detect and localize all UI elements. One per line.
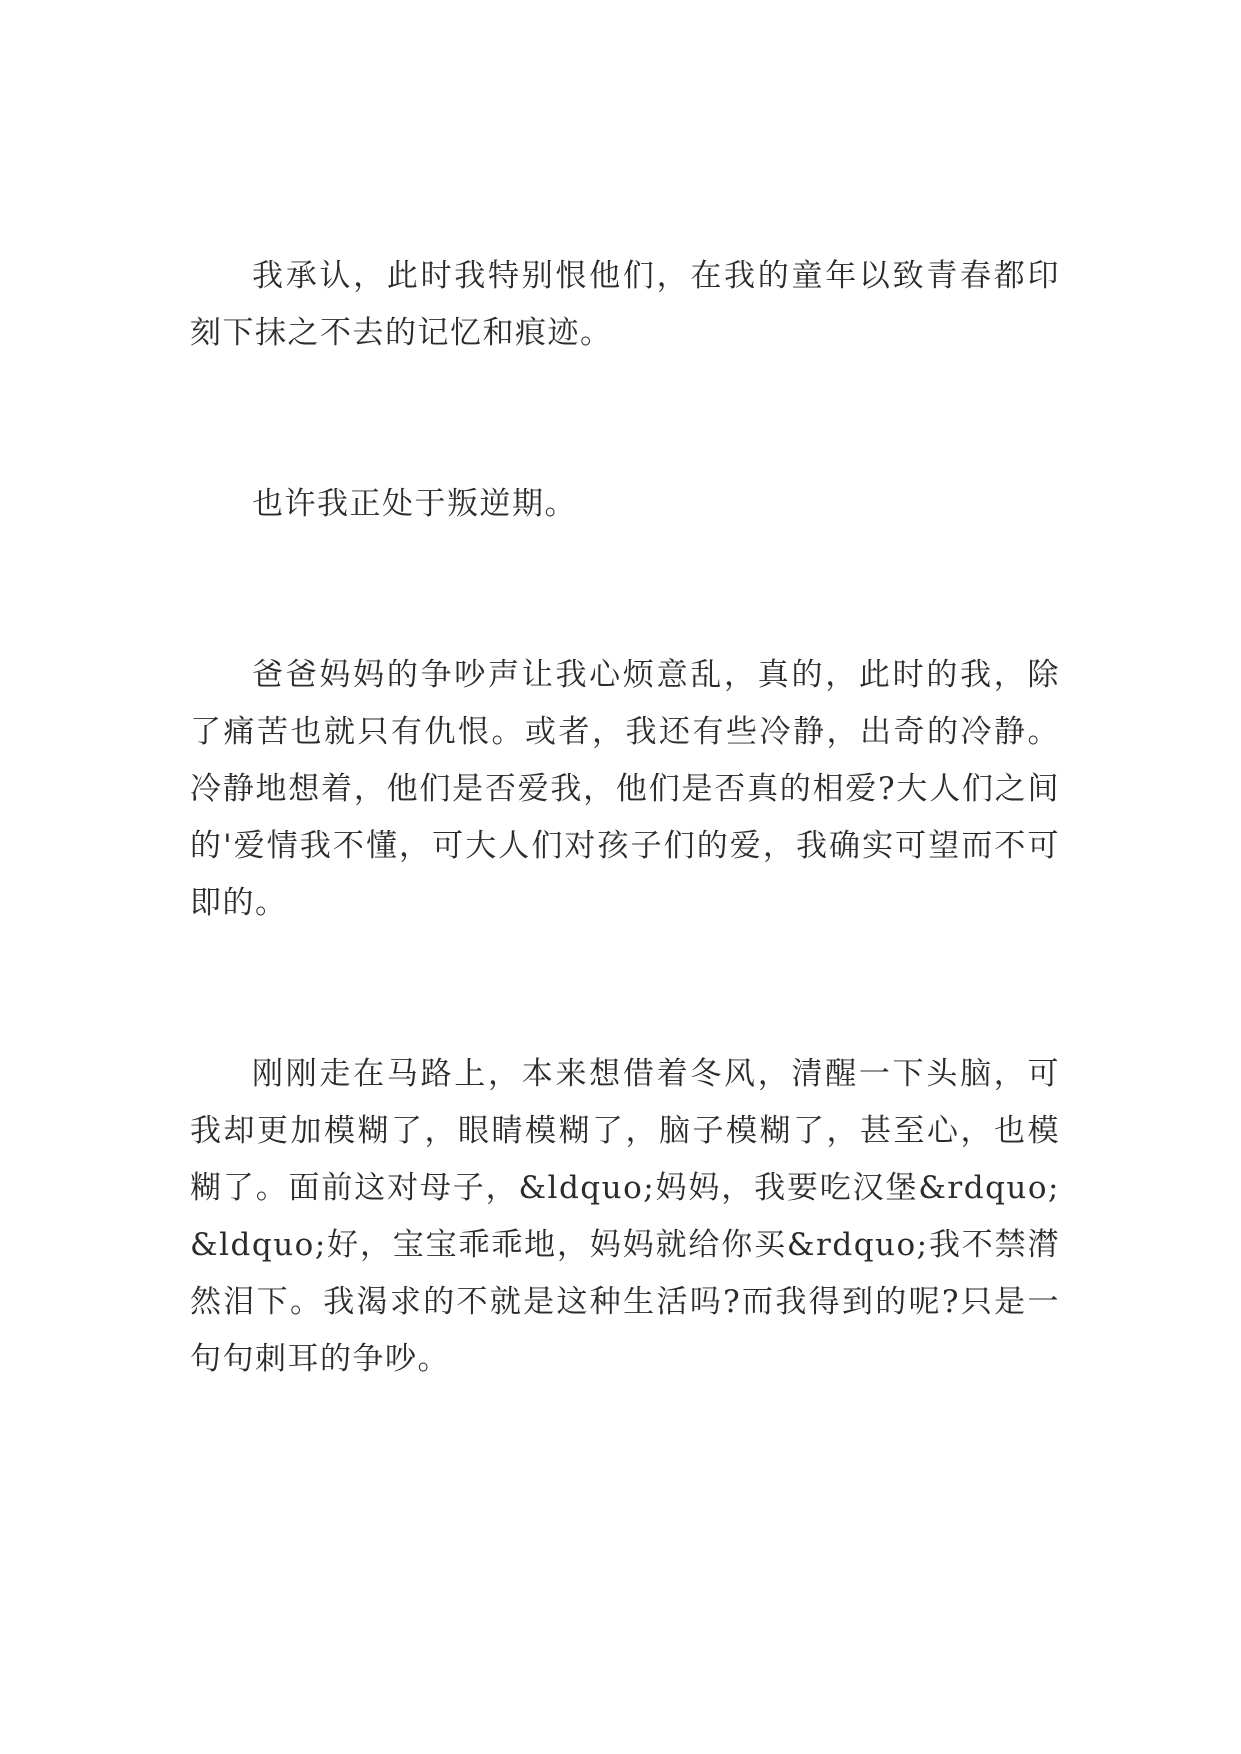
paragraph-3: 爸爸妈妈的争吵声让我心烦意乱，真的，此时的我，除了痛苦也就只有仇恨。或者，我还有些冷静，出奇的冷静。冷静地想着，他们是否爱我，他们是否真的相爱?大人们之间的'爱情我不懂，可大人们对孩子们的爱，我确实可望而不可即的。: [190, 657, 1060, 921]
document-body: [190, 248, 1060, 1388]
paragraph-2: 也许我正处于叛逆期。: [252, 486, 577, 522]
paragraph-1: 我承认，此时我特别恨他们，在我的童年以致青春都印刻下抹之不去的记忆和痕迹。: [190, 258, 1060, 351]
paragraph-4: 刚刚走在马路上，本来想借着冬风，清醒一下头脑，可我却更加模糊了，眼睛模糊了，脑子模糊了，甚至心，也模糊了。面前这对母子，&ldquo;妈妈，我要吃汉堡&rdquo;&ldquo;好，宝宝乖乖地，妈妈就给你买&rdquo;我不禁潸然泪下。我渴求的不就是这种生活吗?而我得到的呢?只是一句句刺耳的争吵。: [190, 1056, 1060, 1377]
